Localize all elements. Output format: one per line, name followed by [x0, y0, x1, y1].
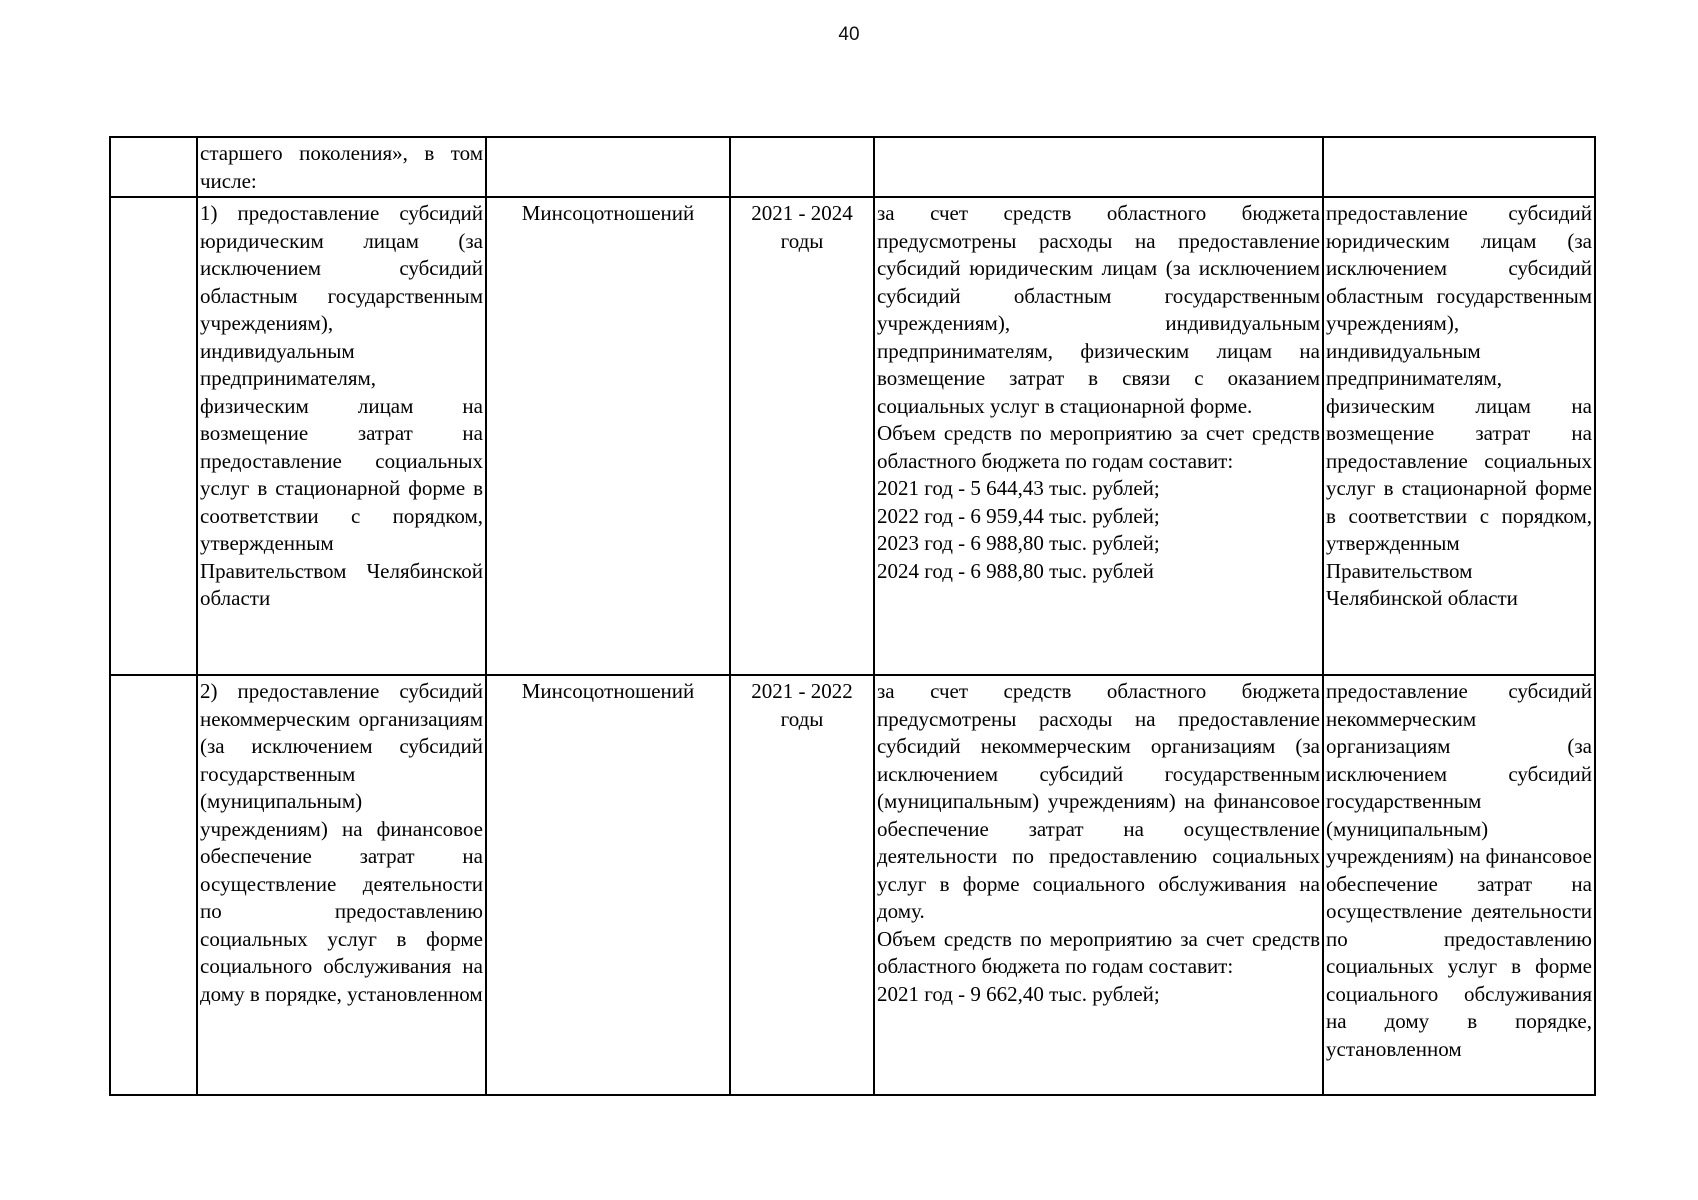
page-number: 40	[838, 24, 860, 45]
funding-paragraph: за счет средств областного бюджета предусмотрены расходы на предоставление субсидий некоммерческим организациям (за исключением субсидий государственным (муниципальным) учреждениям) на финансовое обеспечение затрат на осуществление деятельности по предоставлению социальных услуг в форме социального обслуживания на дому.	[877, 679, 1320, 923]
funding-year-line: 2022 год - 6 959,44 тыс. рублей;	[877, 503, 1160, 528]
funding-cell	[874, 137, 1323, 197]
row-number-cell	[110, 197, 197, 675]
result-cell	[1323, 137, 1595, 197]
executor-cell: Минсоцотношений	[486, 197, 730, 675]
result-cell: предоставление субсидий некоммерческим организациям (за исключением субсидий государственным (муниципальным) учреждениям) на финансовое обеспечение затрат на осуществление деятельности по предоставлению социальных услуг в форме социального обслуживания на дому в порядке, установленном	[1323, 675, 1595, 1095]
funding-paragraph: за счет средств областного бюджета предусмотрены расходы на предоставление субсидий юридическим лицам (за исключением субсидий областным государственным учреждениям), индивидуальным предпринимателям, физическим лицам на возмещение затрат в связи с оказанием социальных услуг в стационарной форме.	[877, 201, 1320, 418]
funding-year-line: 2021 год - 5 644,43 тыс. рублей;	[877, 476, 1160, 500]
table-row	[110, 197, 1595, 675]
row-number-cell	[110, 137, 197, 197]
period-cell: 2021 - 2024 годы	[730, 197, 874, 675]
funding-paragraph: Объем средств по мероприятию за счет средств областного бюджета по годам составит:	[877, 926, 1320, 978]
funding-cell	[874, 197, 1323, 675]
row-number-cell	[110, 675, 197, 1095]
activity-cell: 2) предоставление субсидий некоммерческим организациям (за исключением субсидий государственным (муниципальным) учреждениям) на финансовое обеспечение затрат на осуществление деятельности по предоставлению социальных услуг в форме социального обслуживания на дому в порядке, установленном	[197, 675, 486, 1095]
executor-cell	[486, 137, 730, 197]
program-measures-table	[109, 136, 1596, 1096]
funding-year-line: 2023 год - 6 988,80 тыс. рублей;	[877, 531, 1160, 555]
activity-cell: старшего поколения», в том числе:	[197, 137, 486, 197]
executor-cell: Минсоцотношений	[486, 675, 730, 1095]
funding-year-line: 2021 год - 9 662,40 тыс. рублей;	[877, 981, 1160, 1006]
table-row	[110, 137, 1595, 197]
table-row	[110, 675, 1595, 1095]
period-cell: 2021 - 2022 годы	[730, 675, 874, 1095]
result-cell: предоставление субсидий юридическим лицам (за исключением субсидий областным государственным учреждениям), индивидуальным предпринимателям, физическим лицам на возмещение затрат на предоставление социальных услуг в стационарной форме в соответствии с порядком, утвержденным Правительством Челябинской области	[1323, 197, 1595, 675]
funding-cell	[874, 675, 1323, 1095]
activity-cell: 1) предоставление субсидий юридическим лицам (за исключением субсидий областным государственным учреждениям), индивидуальным предпринимателям, физическим лицам на возмещение затрат на предоставление социальных услуг в стационарной форме в соответствии с порядком, утвержденным Правительством Челябинской области	[197, 197, 486, 675]
funding-paragraph: Объем средств по мероприятию за счет средств областного бюджета по годам составит:	[877, 421, 1320, 473]
period-cell	[730, 137, 874, 197]
funding-year-line: 2024 год - 6 988,80 тыс. рублей	[877, 558, 1154, 583]
